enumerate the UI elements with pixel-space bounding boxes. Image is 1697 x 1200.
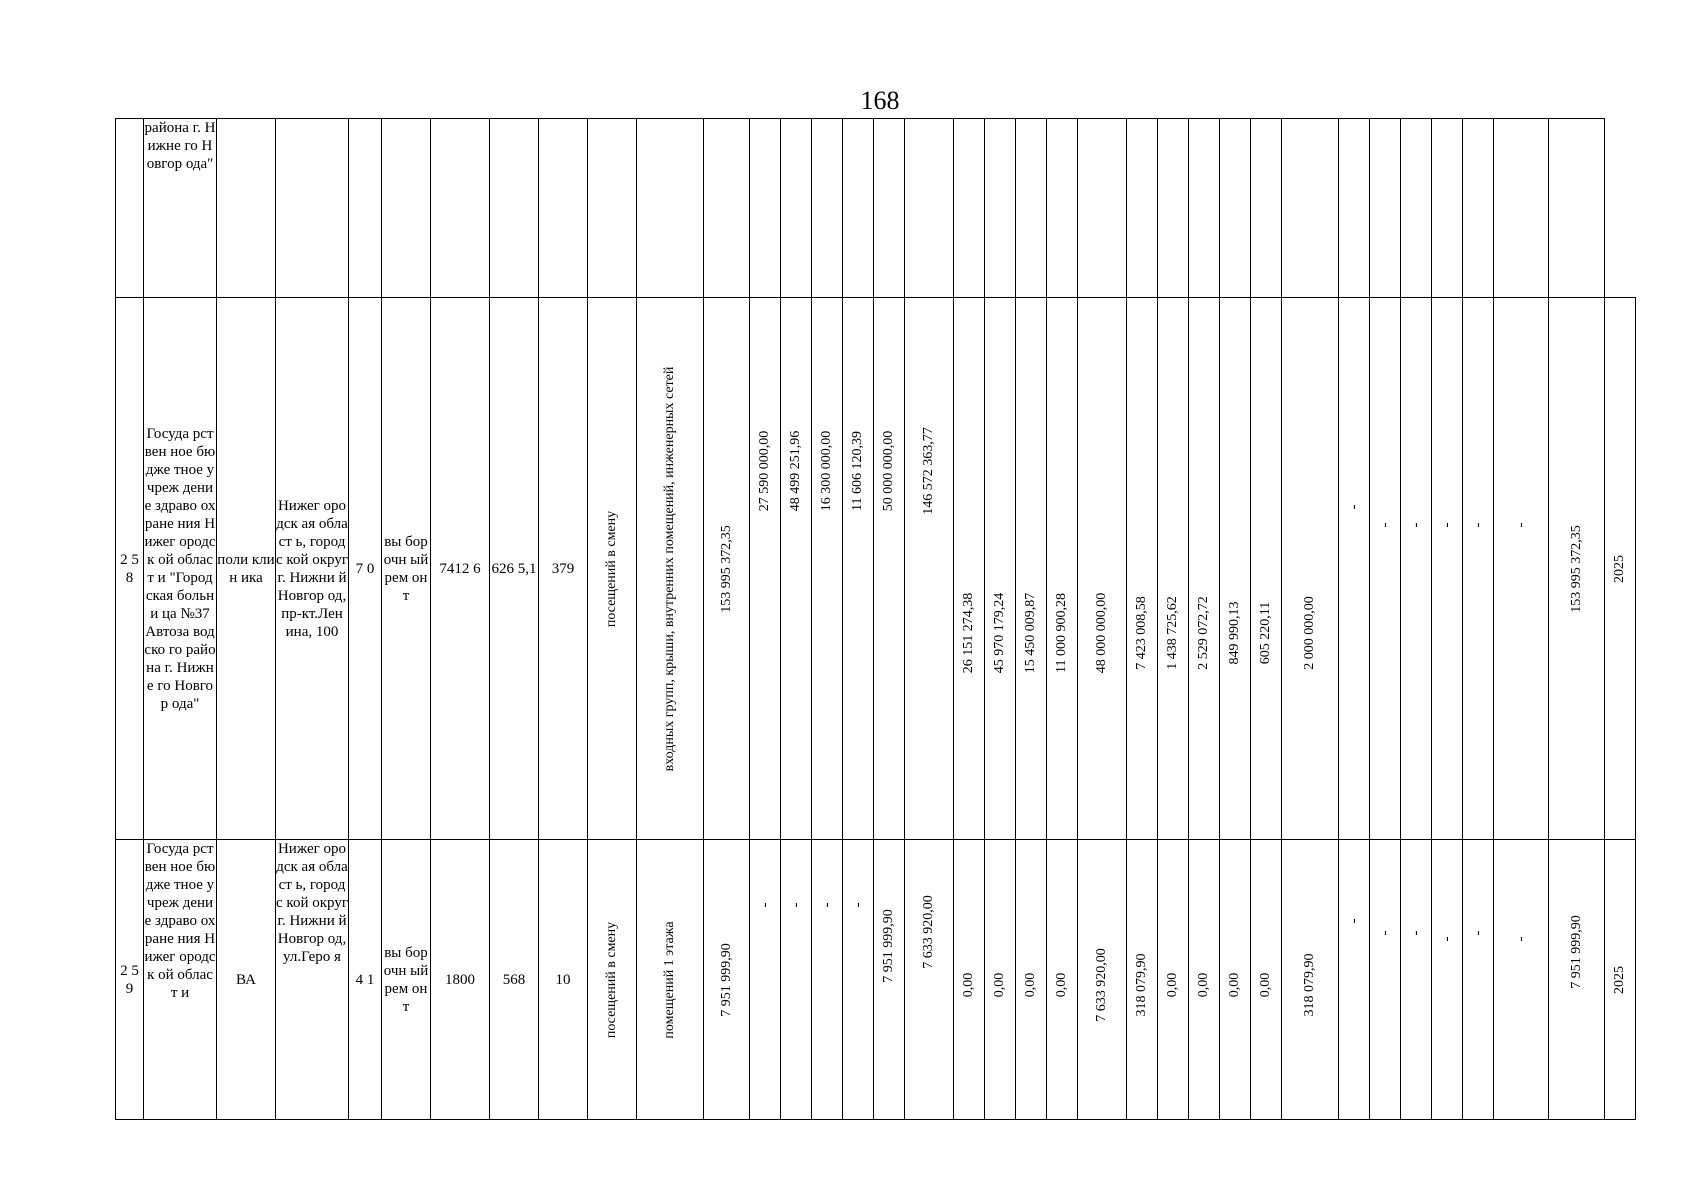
- cell-value: 11 606 120,39: [843, 298, 874, 840]
- cell-value: 0,00: [985, 840, 1016, 1120]
- cell-value: 16 300 000,00: [812, 298, 843, 840]
- cell-value: 318 079,90: [1282, 840, 1339, 1120]
- cell-c7: 1800: [431, 840, 490, 1120]
- cell-work: вы бор очн ый рем онт: [382, 298, 431, 840]
- table-row-259: [116, 840, 1636, 1120]
- cell-value: 0,00: [1251, 840, 1282, 1120]
- cell-value: 0,00: [1047, 840, 1078, 1120]
- cell-value: 48 000 000,00: [1078, 298, 1127, 840]
- cell-c5: 7 0: [349, 298, 382, 840]
- cell-dash: -: [1370, 298, 1401, 840]
- cell-num: 2 5 8: [116, 298, 144, 840]
- cell-dash: -: [1432, 840, 1463, 1120]
- cell-dash: -: [1463, 298, 1494, 840]
- cell-dash: -: [1494, 840, 1549, 1120]
- cell-dash: -: [1494, 298, 1549, 840]
- cell-org: района г. Нижне го Новгор ода": [144, 119, 217, 298]
- cell-value: 0,00: [1158, 840, 1189, 1120]
- cell-type: поли клин ика: [217, 298, 276, 840]
- cell-c9: 10: [539, 840, 588, 1120]
- cell-value: 7 951 999,90: [874, 840, 905, 1120]
- cell-address: Нижег ородск ая област ь, городс кой округ г. Нижни й Новгор од, ул.Геро я: [276, 840, 349, 1120]
- cell-value-total: 7 951 999,90: [1549, 840, 1605, 1120]
- table-row-258: [116, 298, 1636, 840]
- cell-year: 2025: [1605, 298, 1636, 840]
- data-table: [115, 118, 1636, 1120]
- cell-value: 605 220,11: [1251, 298, 1282, 840]
- cell-work-desc: входных групп, крыши, внутренних помещений, инженерных сетей: [637, 298, 704, 840]
- cell-dash: -: [1401, 298, 1432, 840]
- cell-c8: 626 5,1: [490, 298, 539, 840]
- cell-value: 849 990,13: [1220, 298, 1251, 840]
- cell-value: 7 633 920,00: [905, 840, 954, 1120]
- table-row-continuation: [116, 119, 1636, 298]
- cell-value: 7 951 999,90: [704, 840, 750, 1120]
- cell-org: Госуда рствен ное бюдже тное учреж дение здраво охране ния Нижег ородск ой област и: [144, 840, 217, 1120]
- cell-value: 26 151 274,38: [954, 298, 985, 840]
- cell-c7: 7412 6: [431, 298, 490, 840]
- cell-value: 0,00: [954, 840, 985, 1120]
- cell-num: 2 5 9: [116, 840, 144, 1120]
- cell-dash: -: [1339, 840, 1370, 1120]
- cell-year: 2025: [1605, 840, 1636, 1120]
- cell-type: ВА: [217, 840, 276, 1120]
- cell-value: 15 450 009,87: [1016, 298, 1047, 840]
- cell-dash: -: [1432, 298, 1463, 840]
- cell-unit: посещений в смену: [588, 298, 637, 840]
- cell-work-desc: помещений 1 этажа: [637, 840, 704, 1120]
- cell-dash: -: [843, 840, 874, 1120]
- cell-value-total: 153 995 372,35: [1549, 298, 1605, 840]
- cell-value: 27 590 000,00: [750, 298, 781, 840]
- cell-dash: -: [1370, 840, 1401, 1120]
- cell-num: [116, 119, 144, 298]
- cell-dash: -: [812, 840, 843, 1120]
- cell-value: 48 499 251,96: [781, 298, 812, 840]
- cell-value: 153 995 372,35: [704, 298, 750, 840]
- cell-c9: 379: [539, 298, 588, 840]
- cell-value: 0,00: [1016, 840, 1047, 1120]
- cell-value: 318 079,90: [1127, 840, 1158, 1120]
- cell-c5: 4 1: [349, 840, 382, 1120]
- cell-dash: -: [750, 840, 781, 1120]
- cell-work: вы бор очн ый рем онт: [382, 840, 431, 1120]
- cell-value: 7 423 008,58: [1127, 298, 1158, 840]
- cell-value: 7 633 920,00: [1078, 840, 1127, 1120]
- cell-org: Госуда рствен ное бюдже тное учреж дение здраво охране ния Нижег ородск ой област и "Город ская больни ца №37 Автоза водско го района г. Нижне го Новгор ода": [144, 298, 217, 840]
- cell-address: Нижег ородск ая област ь, городс кой округ г. Нижни й Новгор од, пр-кт.Лен ина, 100: [276, 298, 349, 840]
- cell-value: 11 000 900,28: [1047, 298, 1078, 840]
- cell-value: 146 572 363,77: [905, 298, 954, 840]
- cell-value: 2 529 072,72: [1189, 298, 1220, 840]
- page-number: 168: [860, 86, 900, 115]
- cell-c8: 568: [490, 840, 539, 1120]
- cell-dash: -: [781, 840, 812, 1120]
- cell-value: 1 438 725,62: [1158, 298, 1189, 840]
- cell-dash: -: [1463, 840, 1494, 1120]
- cell-value: 50 000 000,00: [874, 298, 905, 840]
- cell-value: 2 000 000,00: [1282, 298, 1339, 840]
- cell-dash: -: [1339, 298, 1370, 840]
- cell-value: 0,00: [1189, 840, 1220, 1120]
- cell-value: 0,00: [1220, 840, 1251, 1120]
- cell-unit: посещений в смену: [588, 840, 637, 1120]
- cell-dash: -: [1401, 840, 1432, 1120]
- cell-value: 45 970 179,24: [985, 298, 1016, 840]
